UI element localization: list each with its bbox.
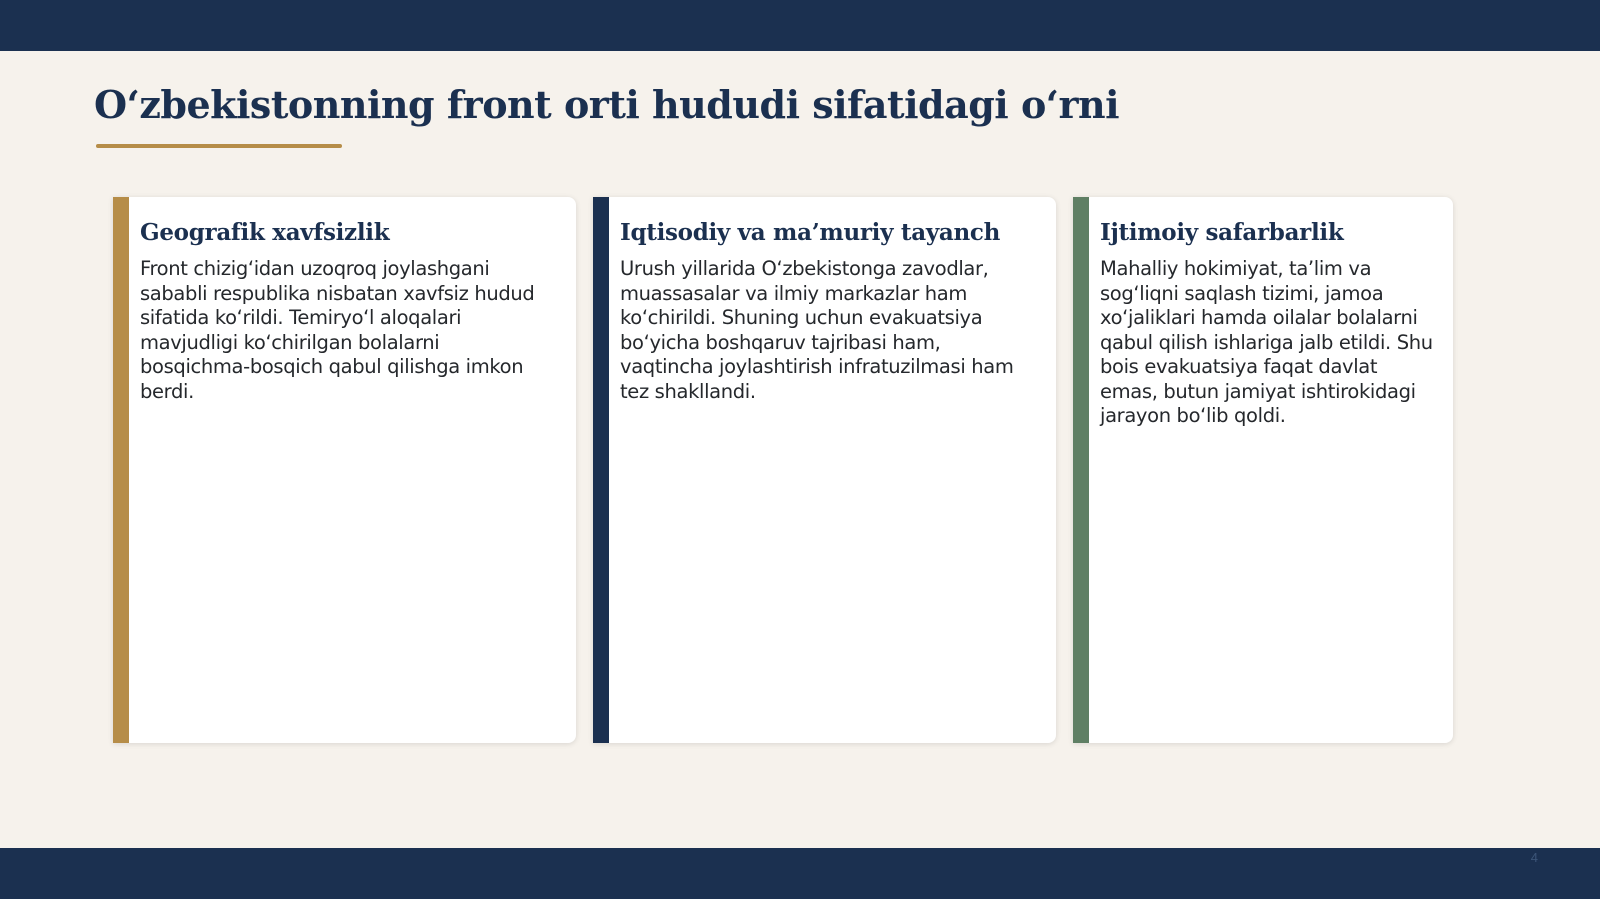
card-ijtimoiy-safarbarlik: [1073, 197, 1453, 743]
card-body: Urush yillarida O‘zbekistonga zavodlar, muassasalar va ilmiy markazlar ham ko‘chirildi. Shuning uchun evakuatsiya bo‘yicha boshqaruv tajribasi ham, vaqtincha joylashtirish infratuzilmasi ham tez shakllandi.: [620, 257, 1014, 403]
card-body: Front chizig‘idan uzoqroq joylashgani sababli respublika nisbatan xavfsiz hudud sifatida ko‘rildi. Temiryo‘l aloqalari mavjudligi ko‘chirilgan bolalarni bosqichma-bosqich qabul qilishga imkon berdi.: [140, 257, 535, 403]
card-title: Ijtimoiy safarbarlik: [1100, 219, 1344, 246]
card-title: Iqtisodiy va ma’muriy tayanch: [620, 219, 1001, 246]
title-underline: [96, 144, 342, 148]
top-banner: [0, 0, 1600, 51]
card-body: Mahalliy hokimiyat, ta’lim va sog‘liqni saqlash tizimi, jamoa xo‘jaliklari hamda oilalar bolalarni qabul qilish ishlariga jalb etildi. Shu bois evakuatsiya faqat davlat emas, butun jamiyat ishtirokidagi jarayon bo‘lib qoldi.: [1100, 257, 1433, 427]
card-accent-bar: [593, 197, 609, 743]
page-number: 4: [1530, 850, 1538, 865]
card-accent-bar: [113, 197, 129, 743]
bottom-banner: [0, 848, 1600, 899]
card-title: Geografik xavfsizlik: [140, 219, 390, 246]
card-iqtisodiy-tayanch: [593, 197, 1056, 743]
slide-title: O‘zbekistonning front orti hududi sifatidagi o‘rni: [94, 82, 1120, 127]
card-geografik-xavfsizlik: [113, 197, 576, 743]
card-accent-bar: [1073, 197, 1089, 743]
